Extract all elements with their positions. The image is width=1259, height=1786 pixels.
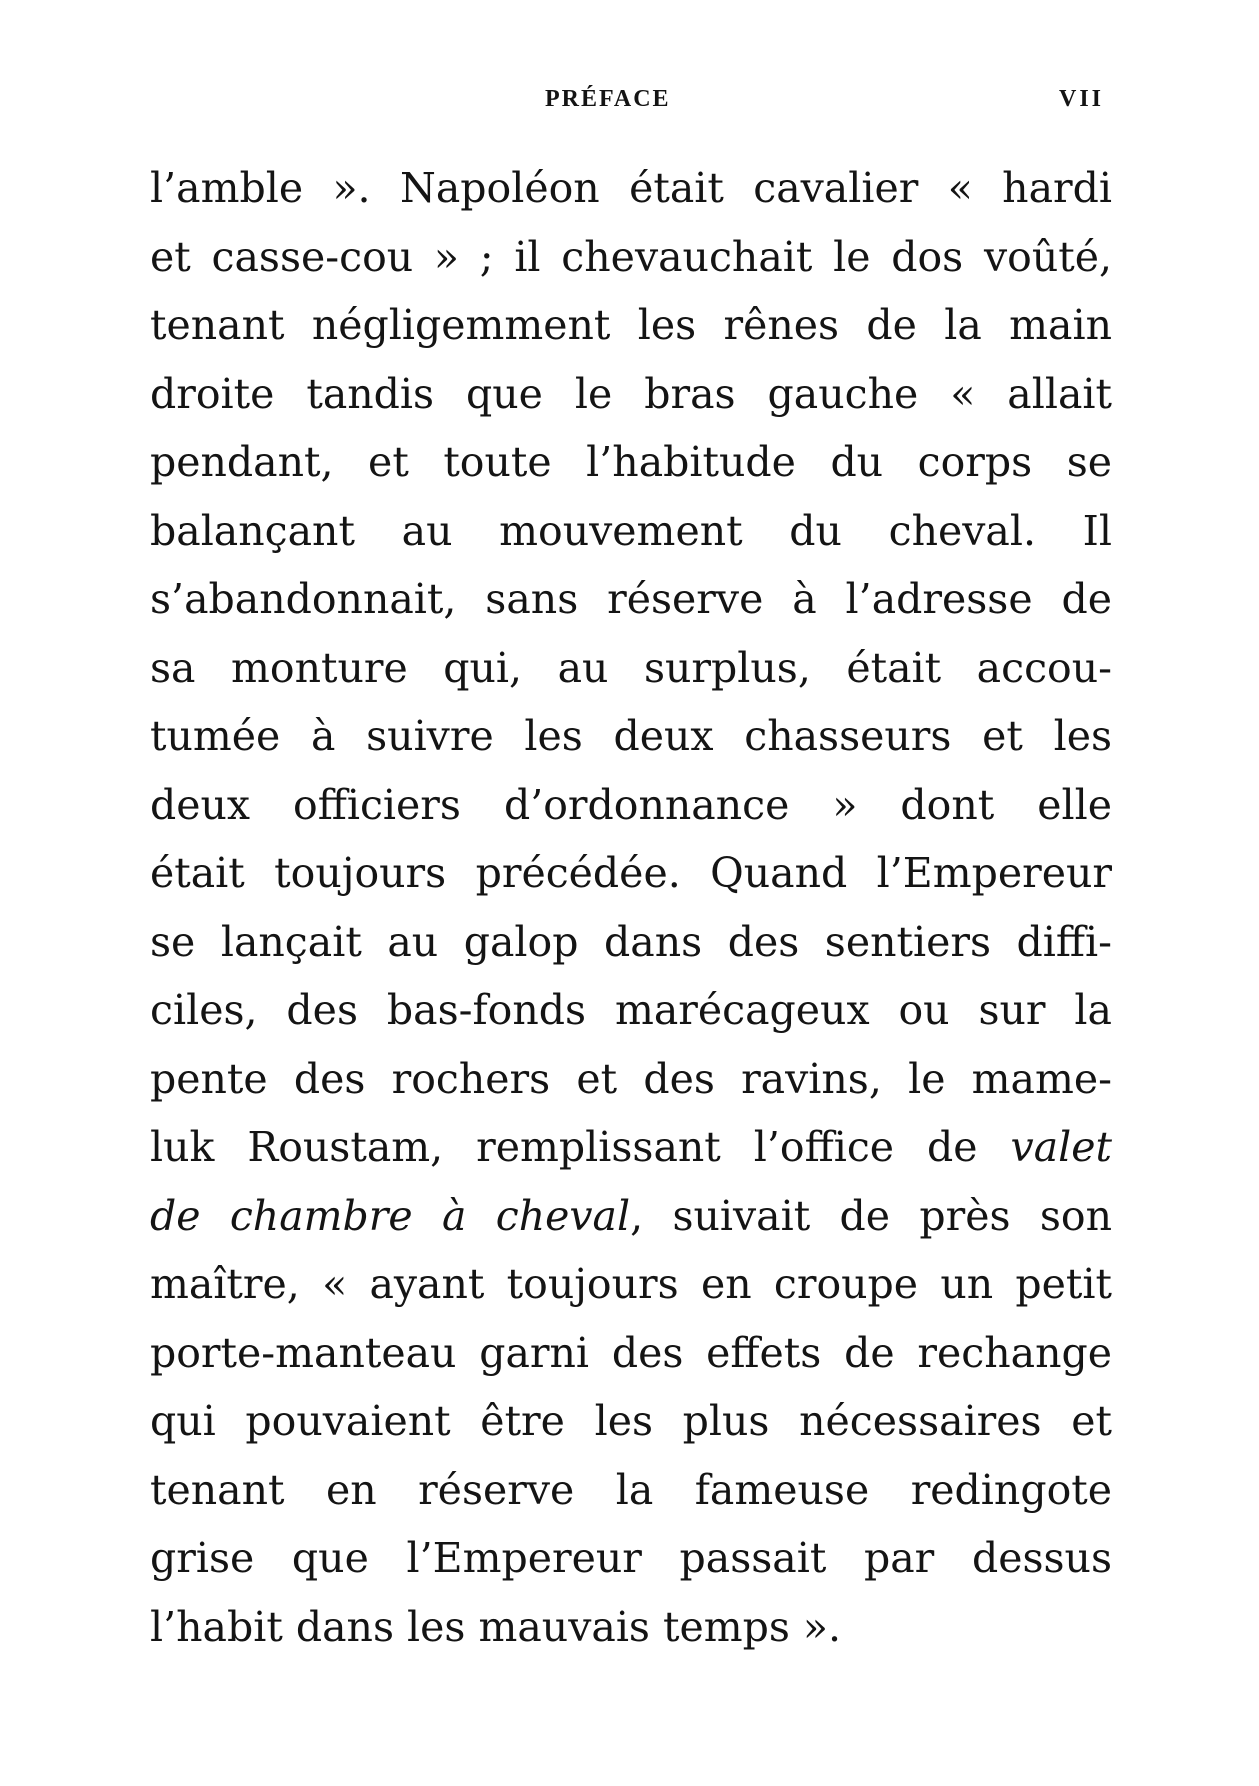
text-line-with-italic bbox=[150, 1113, 1112, 1182]
italic-phrase-valet: valet bbox=[1010, 1123, 1112, 1171]
italic-phrase-chambre: de chambre à cheval bbox=[150, 1191, 631, 1240]
running-head bbox=[150, 86, 1110, 126]
text-line: balançant au mouvement du cheval. Il bbox=[150, 506, 1112, 555]
text-line-with-italic bbox=[150, 1182, 1112, 1251]
text-line: était toujours précédée. Quand l’Empereur bbox=[150, 849, 1112, 897]
text-segment: luk Roustam, remplissant l’office de bbox=[150, 1123, 1011, 1171]
text-line: tenant en réserve la fameuse redingote bbox=[150, 1465, 1112, 1514]
text-segment: , suivait de près son bbox=[630, 1191, 1112, 1240]
text-line: ciles, des bas-fonds marécageux ou sur la bbox=[150, 986, 1112, 1034]
text-line: s’abandonnait, sans réserve à l’adresse de bbox=[150, 575, 1112, 623]
text-line: l’amble ». Napoléon était cavalier « hardi bbox=[150, 164, 1112, 212]
text-line: deux officiers d’ordonnance » dont elle bbox=[150, 780, 1112, 829]
text-line: pendant, et toute l’habitude du corps se bbox=[150, 438, 1112, 486]
text-line: pente des rochers et des ravins, le mame- bbox=[150, 1054, 1112, 1103]
text-line: et casse-cou » ; il chevauchait le dos voûté, bbox=[150, 232, 1112, 281]
text-line: maître, « ayant toujours en croupe un petit bbox=[150, 1260, 1112, 1308]
text-line: tumée à suivre les deux chasseurs et les bbox=[150, 712, 1112, 760]
text-line: qui pouvaient être les plus nécessaires et bbox=[150, 1397, 1112, 1445]
text-line: grise que l’Empereur passait par dessus bbox=[150, 1534, 1112, 1582]
running-title: PRÉFACE bbox=[545, 86, 671, 112]
text-line: sa monture qui, au surplus, était accou- bbox=[150, 643, 1112, 692]
body-text bbox=[150, 154, 1112, 1661]
text-line-last: l’habit dans les mauvais temps ». bbox=[150, 1602, 842, 1651]
page-number: VII bbox=[1058, 86, 1104, 112]
text-line: tenant négligemment les rênes de la main bbox=[150, 301, 1112, 349]
text-line: droite tandis que le bras gauche « allait bbox=[150, 369, 1112, 418]
text-line: se lançait au galop dans des sentiers diffi- bbox=[150, 917, 1112, 966]
text-line: porte-manteau garni des effets de rechange bbox=[150, 1328, 1112, 1377]
